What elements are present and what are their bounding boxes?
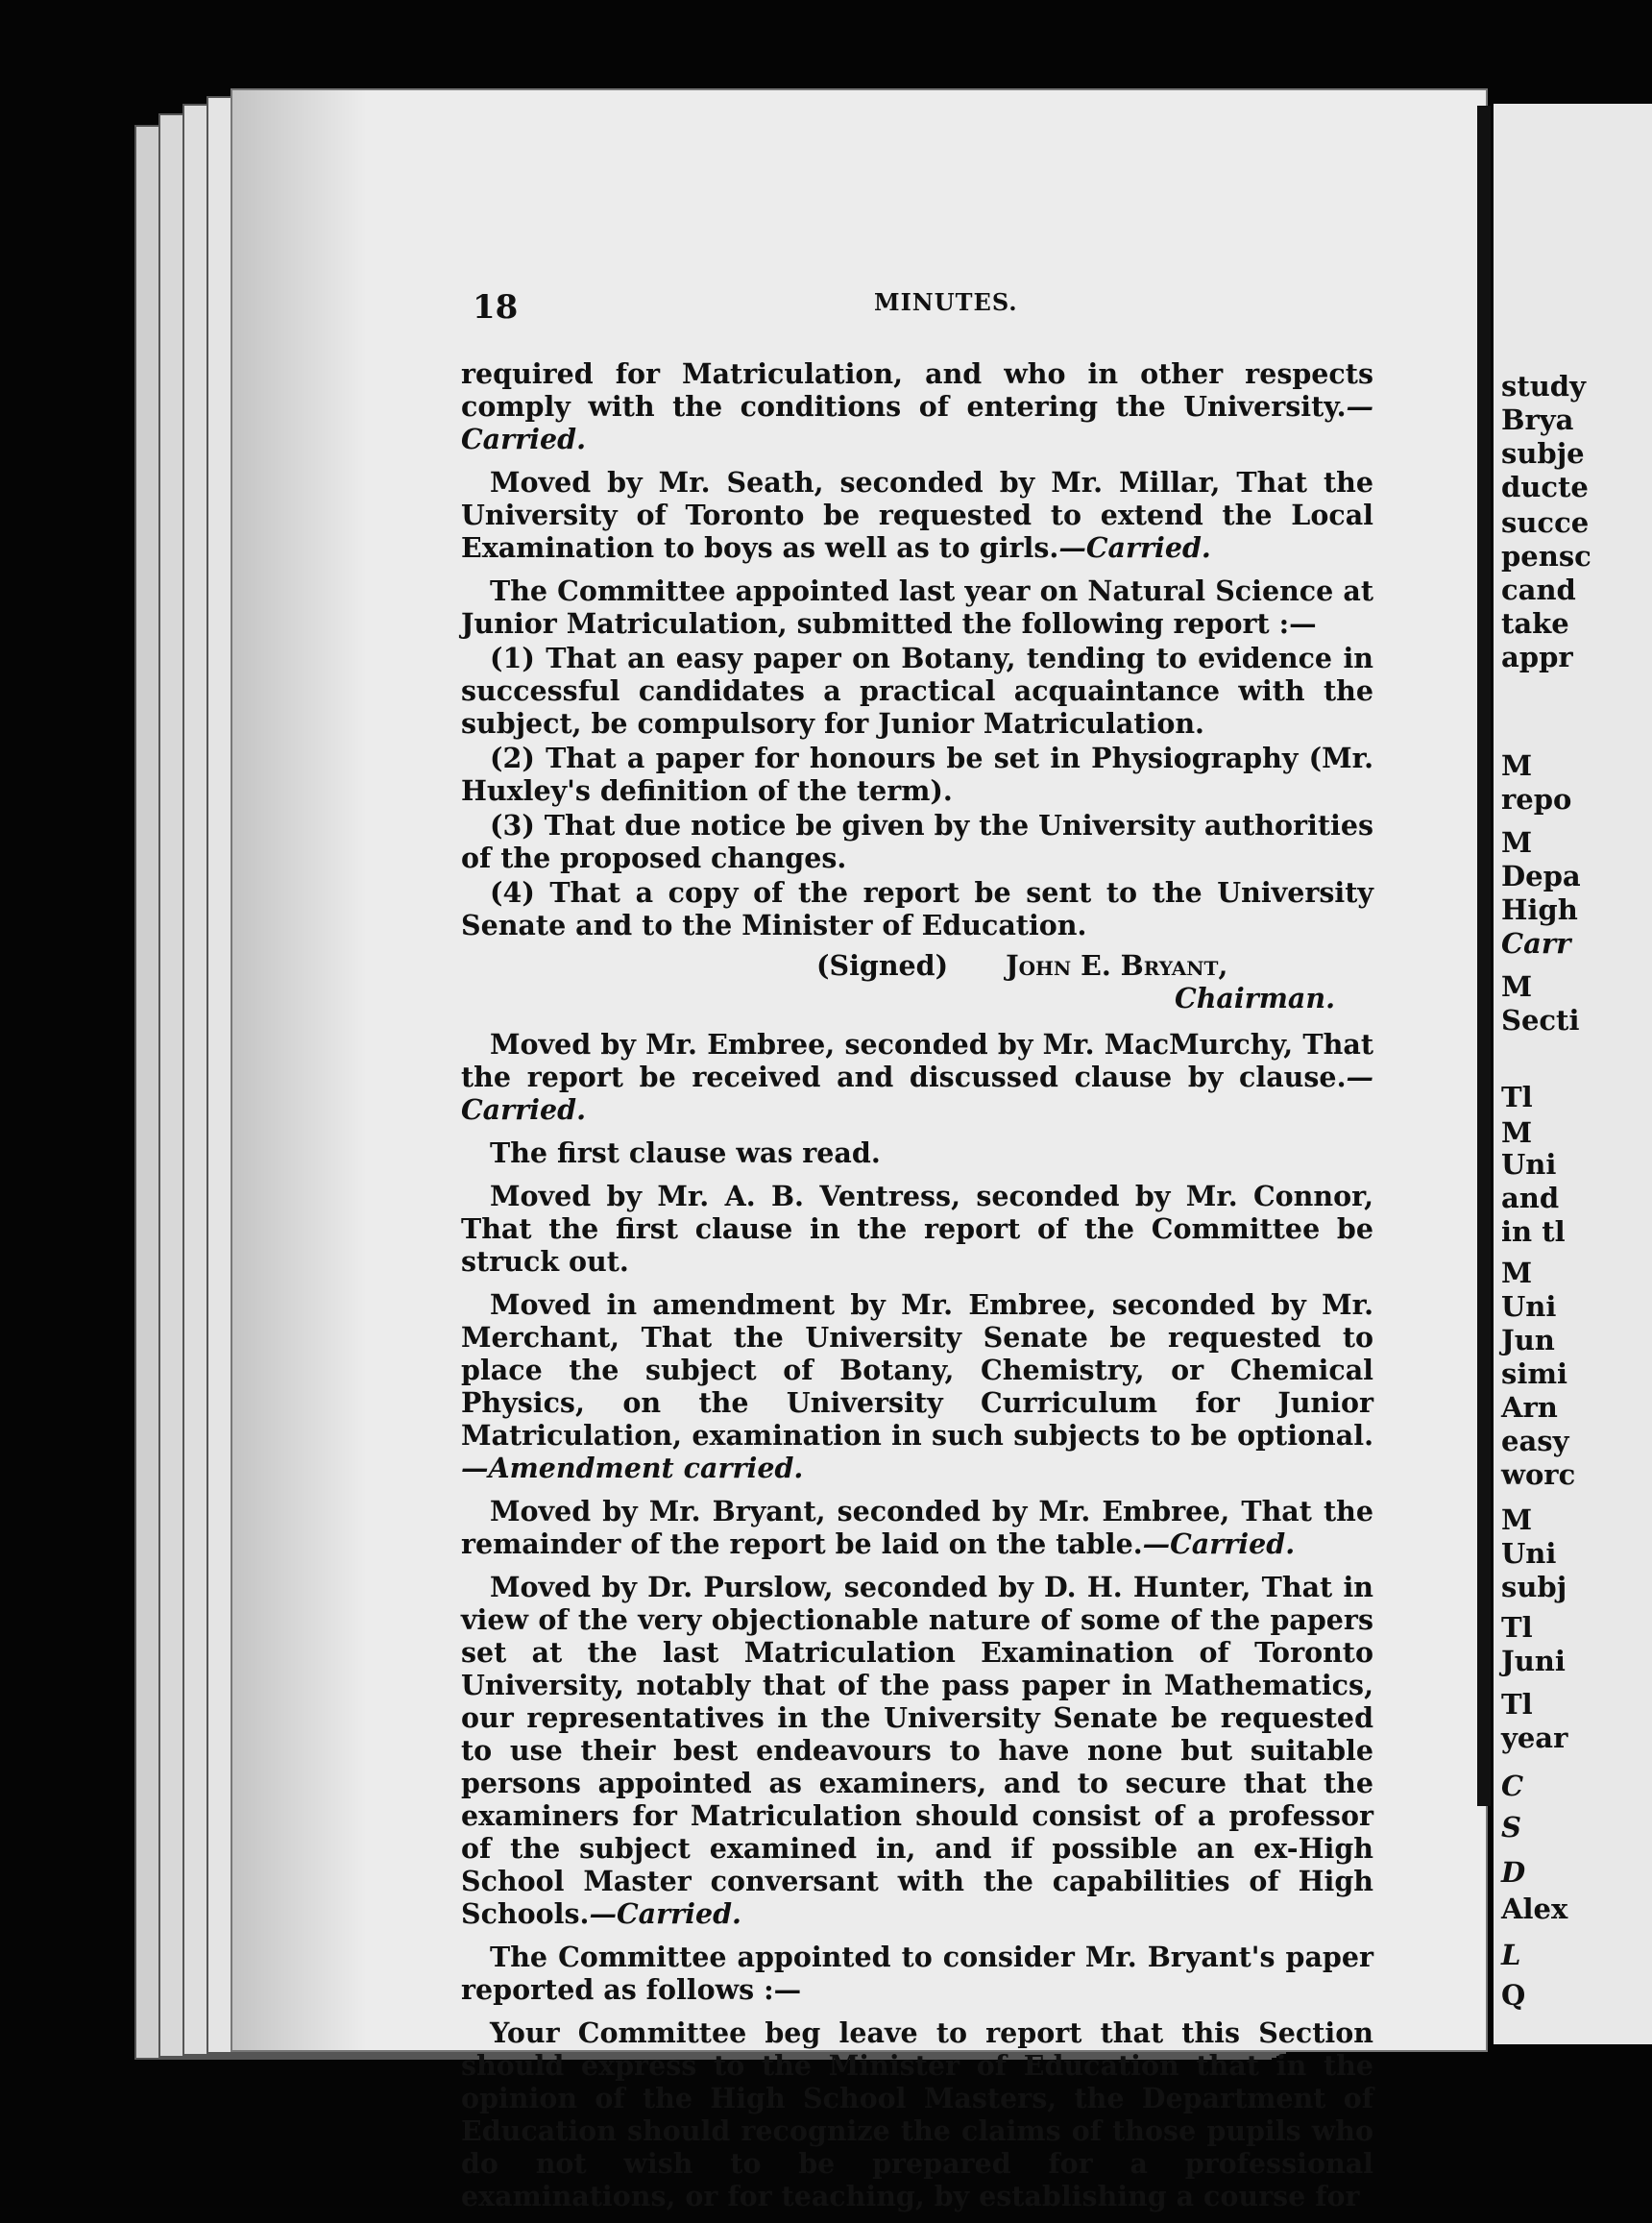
paragraph-text: Moved in amendment by Mr. Embree, seconded by Mr. Merchant, That the University Senate be requested to place the subject of Botany, Chemistry, or Chemical Physics, on the University Curriculum for Junior Matriculation, examination in such subjects to be optional. [461,1288,1373,1452]
facing-page-line: Uni [1501,1537,1557,1570]
facing-page-line: Alex [1501,1893,1568,1925]
paragraph [461,357,1373,455]
paragraph [461,1028,1373,1126]
book-gutter [1477,106,1491,1806]
facing-page-line: subje [1501,437,1585,470]
facing-page-line: Juni [1501,1645,1566,1677]
page-curl-shadow [232,90,367,2050]
facing-page-line: M [1501,1503,1533,1536]
facing-page-line: M [1501,970,1533,1003]
facing-page-line: appr [1501,641,1573,673]
facing-page-line: M [1501,1257,1533,1289]
signer-title: Chairman. [1175,982,1335,1014]
facing-page-line: subj [1501,1571,1567,1603]
facing-page-line: simi [1501,1357,1568,1390]
facing-page-line: Uni [1501,1290,1557,1323]
motion-result: —Carried. [461,1061,1373,1126]
facing-page-line: C [1501,1770,1524,1802]
running-head: MINUTES. [874,288,1018,316]
facing-page-line: Tl [1501,1611,1533,1644]
facing-page-line: Jun [1501,1324,1555,1356]
paragraph-text: The Committee appointed last year on Natural Science at Junior Matriculation, submitted the following report :— [461,574,1373,640]
signer-name: John E. Bryant, [1006,949,1228,982]
paragraph: The Committee appointed to consider Mr. Bryant's paper reported as follows :— [461,1941,1373,2006]
motion-result: —Carried. [1142,1527,1296,1560]
facing-page-line: Arn [1501,1391,1558,1424]
paragraph: The first clause was read. [490,1136,881,1169]
signed-label: (Signed) [816,949,949,982]
facing-page-line: repo [1501,783,1572,816]
page-body [461,357,1373,2223]
facing-page-line: L [1501,1939,1521,1971]
facing-page-line: take [1501,607,1569,640]
facing-page-line: Secti [1501,1004,1580,1037]
facing-page-line: D [1501,1856,1526,1889]
signature-block [461,949,1373,1014]
facing-page-line: easy [1501,1425,1569,1457]
paragraph [461,466,1373,564]
paragraph [461,574,1373,640]
facing-page-line: worc [1501,1458,1576,1491]
facing-page-line: Tl [1501,1081,1533,1113]
report-item: (3) That due notice be given by the University authorities of the proposed changes. [461,809,1373,874]
facing-page-line: Uni [1501,1148,1557,1181]
facing-page-line: Depa [1501,860,1581,892]
paragraph [461,1571,1373,1930]
facing-page-line: S [1501,1811,1521,1844]
facing-page-line: M [1501,749,1533,782]
paragraph: Your Committee beg leave to report that this Section should express to the Minister of Education that in the opinion of the High School Masters, the Department of Education should recognize the claims of those pupils who do not wish to be prepared for a professional examinations, or for teaching, by establishing a course for [461,2016,1373,2212]
facing-page-line: pensc [1501,540,1591,573]
report-item: (4) That a copy of the report be sent to the University Senate and to the Minister of Education. [461,876,1373,941]
paragraph-text: Moved by Dr. Purslow, seconded by D. H. Hunter, That in view of the very objectionable nature of some of the papers set at the last Matriculation Examination of Toronto University, notably that of the pass paper in Mathematics, our representatives in the University Senate be requested to use their best endeavours to have none but suitable persons appointed as examiners, and to secure that the examiners for Matriculation should consist of a professor of the subject examined in, and if possible an ex-High School Master conversant with the capabilities of High Schools. [461,1571,1373,1930]
facing-page-line: Brya [1501,403,1574,436]
facing-page-line: year [1501,1722,1568,1754]
facing-page-line: M [1501,1116,1533,1149]
facing-page-line: M [1501,826,1533,859]
facing-page-line: Carr [1501,927,1571,960]
facing-page-line: cand [1501,574,1576,606]
page-number: 18 [473,288,519,327]
motion-result: —Carried. [589,1897,741,1930]
paragraph [461,1495,1373,1560]
report-item: (2) That a paper for honours be set in Physiography (Mr. Huxley's definition of the term). [461,742,1373,807]
facing-page-line: and [1501,1182,1560,1214]
report-item: (1) That an easy paper on Botany, tending to evidence in successful candidates a practical acquaintance with the subject, be compulsory for Junior Matriculation. [461,642,1373,740]
motion-result: —Amendment carried. [461,1452,804,1484]
facing-page-line: Q [1501,1979,1526,2012]
paragraph-text: Moved by Mr. Embree, seconded by Mr. MacMurchy, That the report be received and discussed clause by clause. [461,1028,1373,1093]
facing-page-line: succe [1501,506,1590,539]
facing-page-line: Tl [1501,1688,1533,1721]
facing-page-line: ducte [1501,471,1589,503]
facing-page-line: in tl [1501,1215,1566,1248]
facing-page-line: study [1501,370,1586,403]
facing-page [1494,104,1652,2044]
paragraph [461,1288,1373,1484]
facing-page-line: High [1501,893,1578,926]
paragraph-text: required for Matriculation, and who in other respects comply with the conditions of entering the University. [461,357,1373,423]
paragraph-text: Moved by Mr. Bryant, seconded by Mr. Embree, That the remainder of the report be laid on the table. [461,1495,1373,1560]
paragraph: Moved by Mr. A. B. Ventress, seconded by Mr. Connor, That the first clause in the report of the Committee be struck out. [461,1180,1373,1278]
paragraph-text: Moved by Mr. Seath, seconded by Mr. Millar, That the University of Toronto be requested to extend the Local Examination to boys as well as to girls. [461,466,1373,564]
motion-result: —Carried. [461,390,1373,455]
motion-result: —Carried. [1058,531,1211,564]
